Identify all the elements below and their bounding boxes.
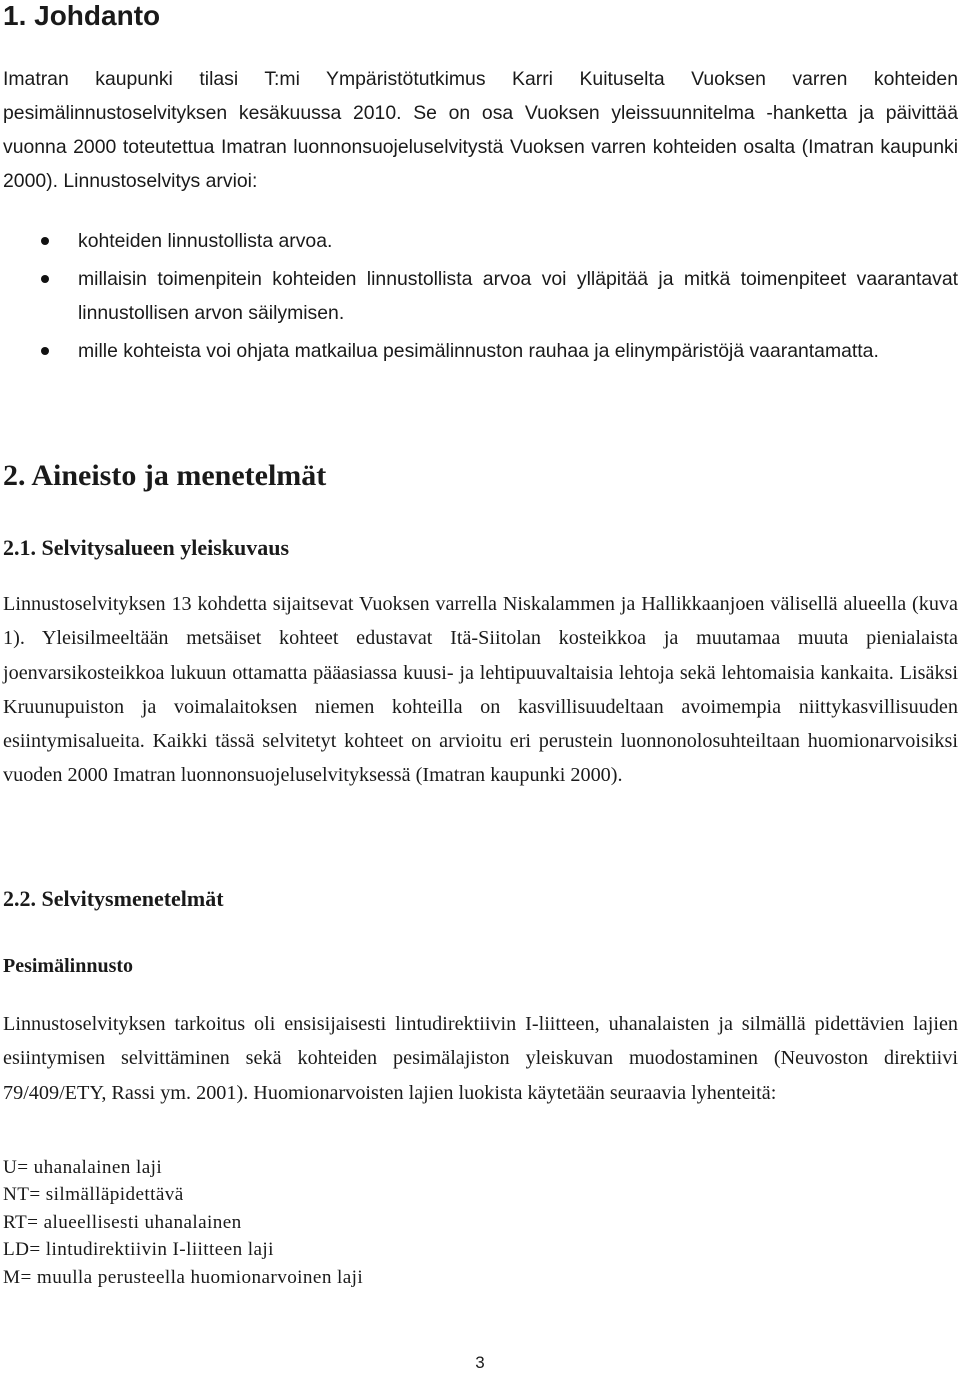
abbreviation-item: LD= lintudirektiivin I-liitteen laji xyxy=(3,1239,274,1261)
bullet-item xyxy=(0,224,958,258)
section-heading-aineisto: 2. Aineisto ja menetelmät xyxy=(3,459,327,492)
abbreviation-item: NT= silmälläpidettävä xyxy=(3,1184,184,1206)
methods-paragraph: Linnustoselvityksen tarkoitus oli ensisijaisesti lintudirektiivin I-liitteen, uhanalaisten ja silmällä pidettävien lajien esiintymisen selvittäminen sekä kohteiden pesimälajiston yleiskuvan muodostaminen (Neuvoston direktiivi 79/409/ETY, Rassi ym. 2001). Huomionarvoisten lajien luokista käytetään seuraavia lyhenteitä: xyxy=(3,1013,958,1104)
abbreviation-list xyxy=(3,1154,363,1291)
bullet-text: millaisin toimenpitein kohteiden linnustollista arvoa voi ylläpitää ja mitkä toimenpiteet vaarantavat linnustollisen arvon säilymisen. xyxy=(78,268,958,324)
bullet-item xyxy=(0,262,958,330)
section-heading-johdanto: 1. Johdanto xyxy=(3,0,161,31)
bullet-icon xyxy=(41,275,49,283)
abbreviation-item: RT= alueellisesti uhanalainen xyxy=(3,1211,242,1233)
bullet-item xyxy=(0,334,958,368)
subsection-heading-menetelmat: 2.2. Selvitysmenetelmät xyxy=(3,886,224,911)
bullet-icon xyxy=(41,347,49,355)
subsection-heading-yleiskuvaus: 2.1. Selvitysalueen yleiskuvaus xyxy=(3,535,290,560)
assessment-bullet-list xyxy=(0,224,958,372)
bullet-text: kohteiden linnustollista arvoa. xyxy=(78,230,333,252)
bullet-text: mille kohteista voi ohjata matkailua pesimälinnuston rauhaa ja elinympäristöjä vaarantamatta. xyxy=(78,340,879,362)
subheading-pesimalinnusto: Pesimälinnusto xyxy=(3,955,134,977)
area-description-paragraph: Linnustoselvityksen 13 kohdetta sijaitsevat Vuoksen varrella Niskalammen ja Hallikkaanjoen välisellä alueella (kuva 1). Yleisilmeeltään metsäiset kohteet edustavat Itä-Siitolan kosteikkoa ja muutamaa muuta pienialaista joenvarsikosteikkoa lukuun ottamatta pääasiassa kuusi- ja lehtipuuvaltaisia lehtoja sekä lehtomaisia kankaita. Lisäksi Kruunupuiston ja voimalaitoksen niemen kohteilla on kasvillisuudeltaan avoimempia niittykasvillisuuden esiintymisalueita. Kaikki tässä selvitetyt kohteet on arvioitu eri perustein luonnonolosuhteiltaan huomionarvoisiksi vuoden 2000 Imatran luonnonsuojeluselvityksessä (Imatran kaupunki 2000). xyxy=(3,593,958,787)
abbreviation-item: U= uhanalainen laji xyxy=(3,1157,163,1178)
abbreviation-item: M= muulla perusteella huomionarvoinen laji xyxy=(3,1266,364,1288)
bullet-icon xyxy=(41,237,49,245)
page-number: 3 xyxy=(475,1353,485,1372)
intro-paragraph: Imatran kaupunki tilasi T:mi Ympäristötutkimus Karri Kuituselta Vuoksen varren kohteiden pesimälinnustoselvityksen kesäkuussa 2010. Se on osa Vuoksen yleissuunnitelma -hanketta ja päivittää vuonna 2000 toteutettua Imatran luonnonsuojeluselvitystä Vuoksen varren kohteiden osalta (Imatran kaupunki 2000). Linnustoselvitys arvioi: xyxy=(3,68,958,192)
